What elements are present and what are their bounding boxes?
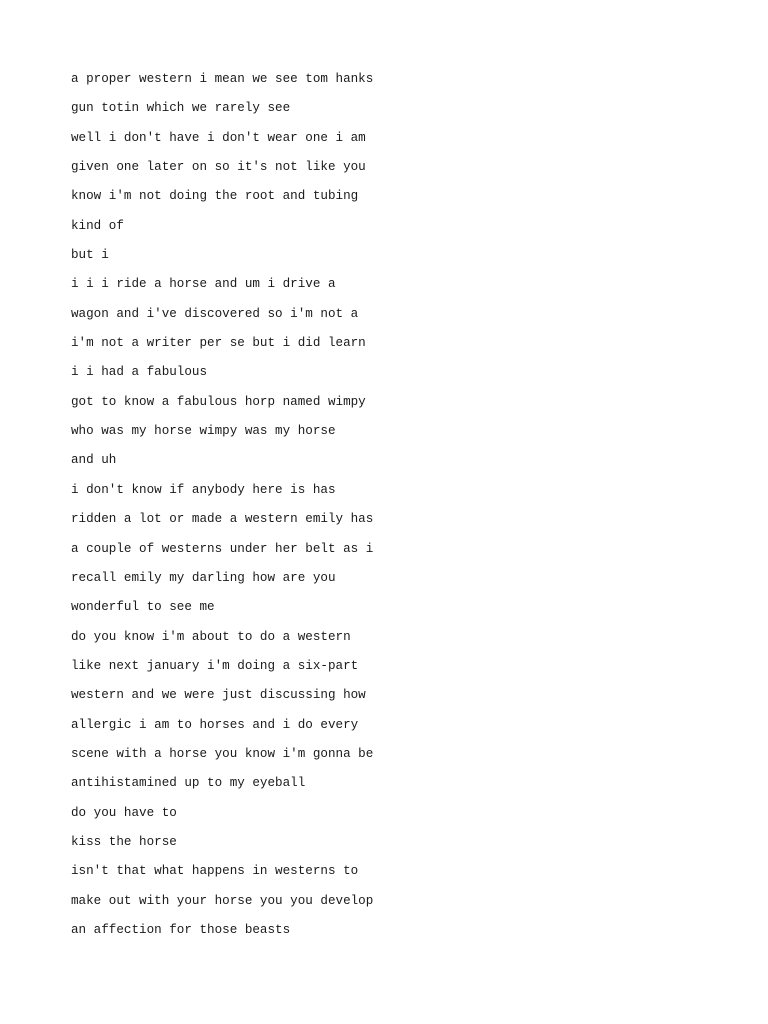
transcript-line: western and we were just discussing how <box>71 688 366 703</box>
transcript-line: scene with a horse you know i'm gonna be <box>71 746 374 761</box>
transcript-line: i i i ride a horse and um i drive a <box>71 277 336 292</box>
transcript-line: know i'm not doing the root and tubing <box>71 189 359 204</box>
transcript-line: recall emily my darling how are you <box>71 570 336 585</box>
transcript-line: wagon and i've discovered so i'm not a <box>71 306 359 321</box>
transcript-line: make out with your horse you you develop <box>71 893 374 908</box>
transcript-line: like next january i'm doing a six-part <box>71 658 359 673</box>
transcript-line: isn't that what happens in westerns to <box>71 864 359 879</box>
transcript-line: do you have to <box>71 805 177 820</box>
transcript-line: wonderful to see me <box>71 600 215 615</box>
transcript-line: well i don't have i don't wear one i am <box>71 130 366 145</box>
transcript-line: got to know a fabulous horp named wimpy <box>71 394 366 409</box>
transcript-line: kiss the horse <box>71 834 177 849</box>
transcript-line: do you know i'm about to do a western <box>71 629 351 644</box>
transcript-line: a couple of westerns under her belt as i <box>71 541 374 556</box>
transcript-line: antihistamined up to my eyeball <box>71 776 306 791</box>
transcript-line: allergic i am to horses and i do every <box>71 717 359 732</box>
transcript-line: gun totin which we rarely see <box>71 101 291 116</box>
transcript-line: kind of <box>71 218 124 233</box>
transcript-line: i'm not a writer per se but i did learn <box>71 336 366 351</box>
transcript-line: and uh <box>71 453 117 468</box>
transcript-line: given one later on so it's not like you <box>71 160 366 175</box>
transcript-text <box>71 71 711 951</box>
transcript-line: an affection for those beasts <box>71 922 291 937</box>
transcript-line: but i <box>71 248 109 263</box>
transcript-line: a proper western i mean we see tom hanks <box>71 72 374 86</box>
transcript-line: who was my horse wimpy was my horse <box>71 424 336 439</box>
transcript-line: ridden a lot or made a western emily has <box>71 512 374 527</box>
transcript-line: i i had a fabulous <box>71 365 208 380</box>
transcript-line: i don't know if anybody here is has <box>71 482 336 497</box>
